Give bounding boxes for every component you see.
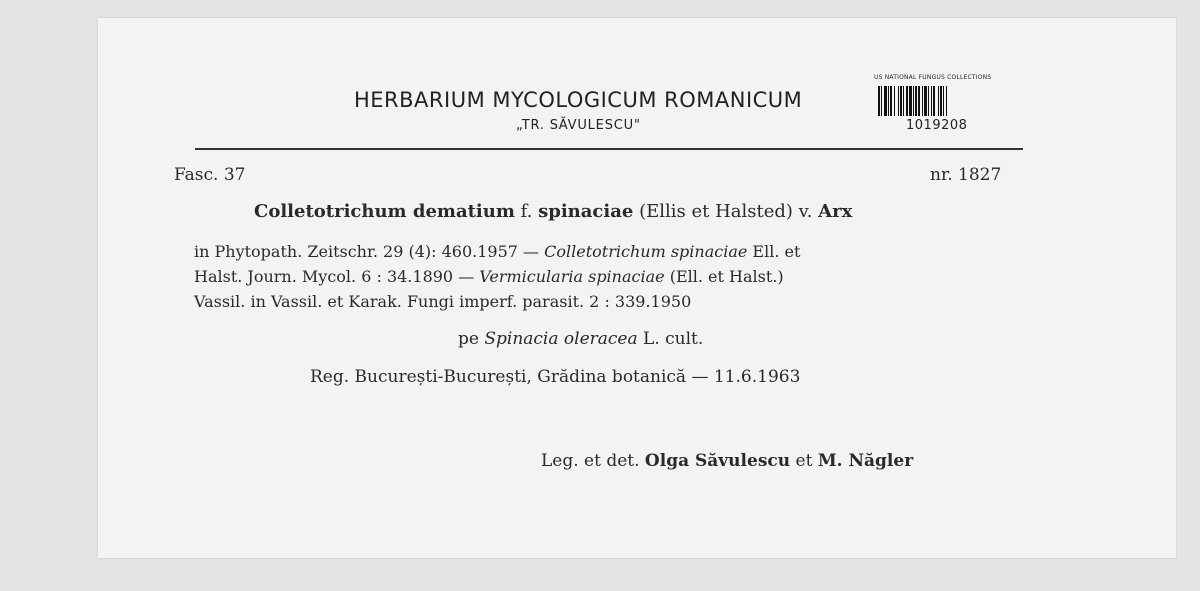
biblio-line-3: Vassil. in Vassil. et Karak. Fungi imperf. parasit. 2 : 339.1950 bbox=[194, 292, 692, 311]
host-name: Spinacia oleracea bbox=[484, 329, 638, 349]
host-prefix: pe bbox=[458, 329, 479, 349]
biblio-line-1 bbox=[194, 239, 1034, 264]
herbarium-label bbox=[98, 18, 1176, 558]
host-suffix: L. cult. bbox=[643, 329, 704, 349]
herbarium-subtitle: „TR. SĂVULESCU" bbox=[516, 118, 641, 133]
herbarium-title: HERBARIUM MYCOLOGICUM ROMANICUM bbox=[354, 88, 803, 112]
host-plant bbox=[458, 329, 703, 349]
barcode-caption: US NATIONAL FUNGUS COLLECTIONS bbox=[874, 74, 992, 81]
synonym-name: Vermicularia spinaciae bbox=[479, 267, 665, 286]
biblio-text: (Ell. et Halst.) bbox=[669, 267, 784, 286]
synonym-name: Colletotrichum spinaciae bbox=[544, 242, 748, 261]
fascicle-number: Fasc. 37 bbox=[174, 165, 246, 185]
species-name bbox=[254, 201, 852, 222]
specimen-number: nr. 1827 bbox=[930, 165, 1002, 185]
species-form-prefix: f. bbox=[520, 201, 533, 222]
collector bbox=[541, 451, 913, 471]
species-final-author: Arx bbox=[818, 201, 853, 222]
biblio-text: in Phytopath. Zeitschr. 29 (4): 460.1957 — bbox=[194, 242, 540, 261]
collector-join: et bbox=[795, 451, 813, 471]
locality: Reg. București-București, Grădina botanică — 11.6.1963 bbox=[310, 367, 801, 387]
collector-name-1: Olga Săvulescu bbox=[644, 451, 791, 471]
species-form: spinaciae bbox=[538, 201, 634, 222]
biblio-text: Ell. et bbox=[752, 242, 801, 261]
biblio-text: Halst. Journ. Mycol. 6 : 34.1890 — bbox=[194, 267, 475, 286]
species-authors: (Ellis et Halsted) v. bbox=[639, 201, 813, 222]
collector-prefix: Leg. et det. bbox=[541, 451, 640, 471]
barcode-label bbox=[870, 70, 1022, 140]
header-divider bbox=[195, 148, 1023, 150]
barcode-icon bbox=[878, 86, 1014, 116]
bibliography bbox=[194, 239, 1034, 314]
collector-name-2: M. Năgler bbox=[817, 451, 914, 471]
barcode-number: 1019208 bbox=[906, 118, 968, 133]
species-genus-species: Colletotrichum dematium bbox=[254, 201, 515, 222]
biblio-line-2 bbox=[194, 264, 1034, 289]
